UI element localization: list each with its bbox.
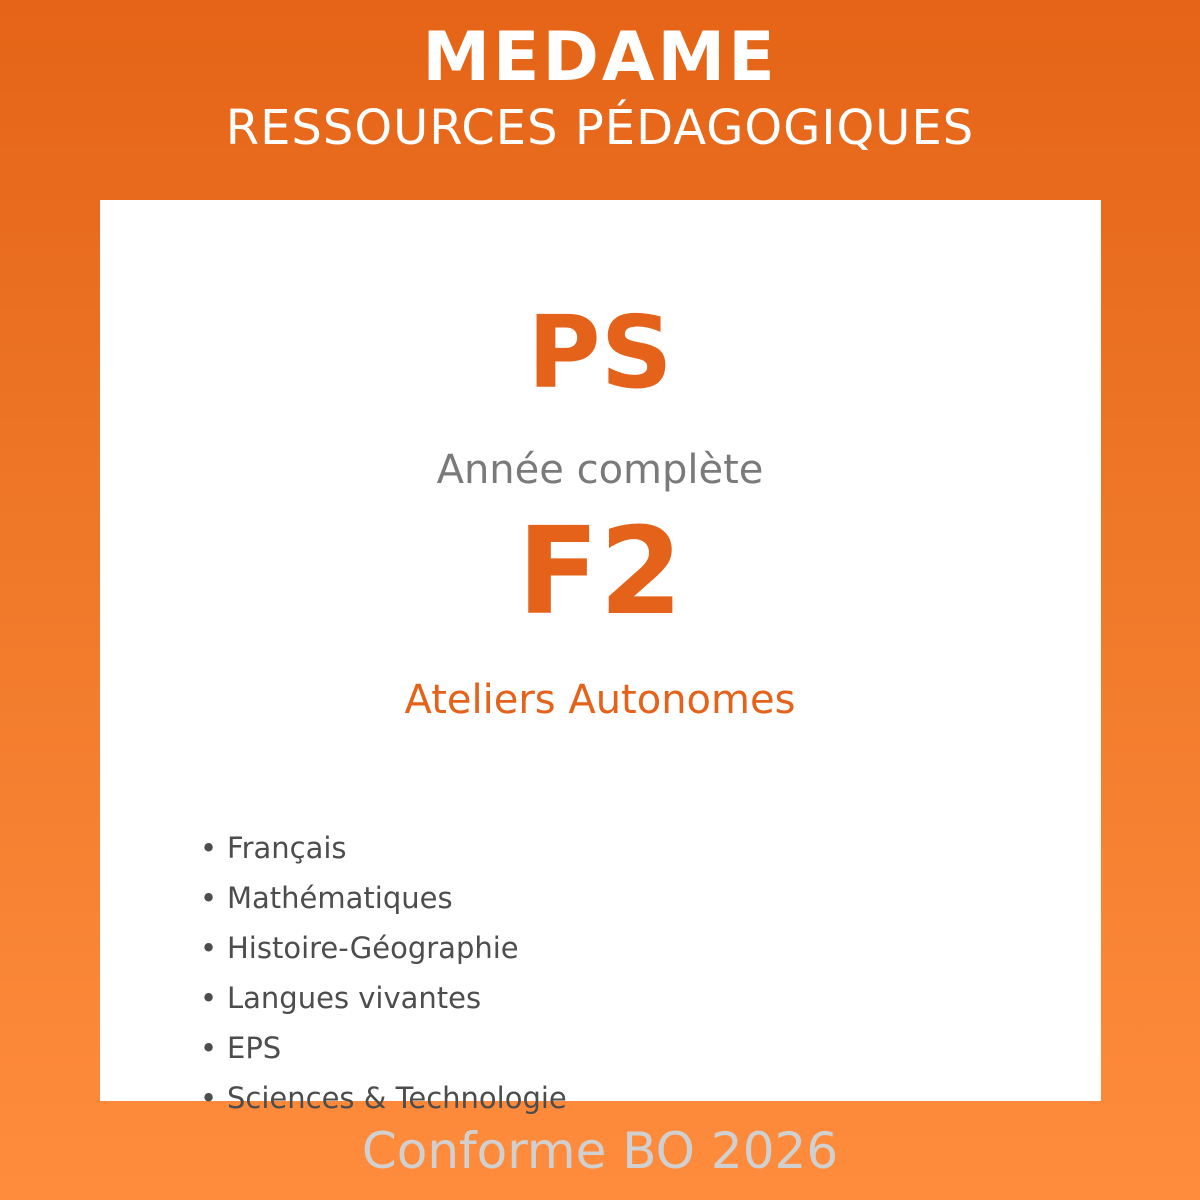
subject-label: Français	[227, 831, 347, 865]
bullet-icon: •	[200, 831, 218, 865]
compliance-footer: Conforme BO 2026	[361, 1122, 839, 1180]
subject-label: EPS	[227, 1031, 282, 1065]
bullet-icon: •	[200, 1031, 218, 1065]
subject-list-item	[200, 1030, 567, 1080]
product-name: Ateliers Autonomes	[404, 677, 796, 723]
brand-subtitle: RESSOURCES PÉDAGOGIQUES	[225, 100, 975, 156]
subject-label: Histoire-Géographie	[227, 931, 519, 965]
bullet-icon: •	[200, 931, 218, 965]
bullet-icon: •	[200, 881, 218, 915]
subject-label: Mathématiques	[227, 881, 453, 915]
subject-label: Sciences & Technologie	[227, 1081, 567, 1115]
subject-list-item	[200, 980, 567, 1030]
subject-list-item	[200, 830, 567, 880]
subject-list-item	[200, 880, 567, 930]
subject-list-item	[200, 930, 567, 980]
product-code: F2	[517, 503, 683, 642]
subject-list	[200, 830, 567, 1130]
period-label: Année complète	[436, 447, 764, 493]
bullet-icon: •	[200, 1081, 218, 1115]
brand-title: MEDAME	[422, 18, 778, 97]
subject-label: Langues vivantes	[227, 981, 482, 1015]
bullet-icon: •	[200, 981, 218, 1015]
level-heading: PS	[527, 294, 673, 411]
